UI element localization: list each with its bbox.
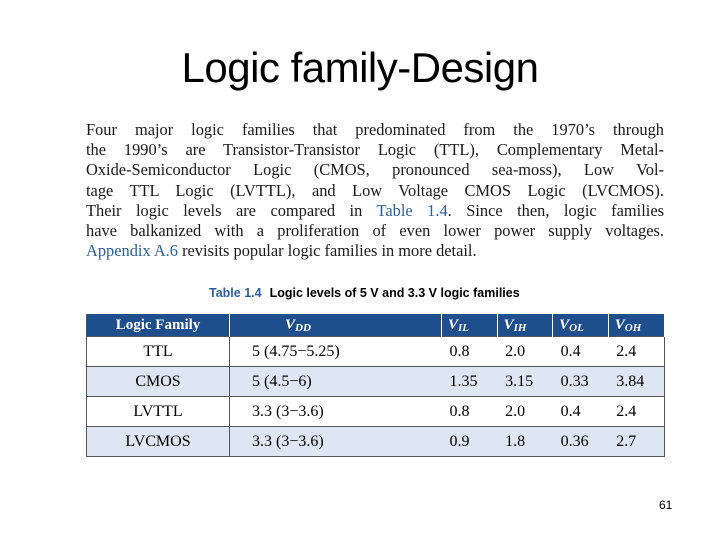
appendix-reference-link[interactable]: Appendix A.6 (86, 241, 178, 261)
cell-vil: 1.35 (442, 367, 498, 397)
header-vih: VIH (497, 314, 553, 337)
paragraph-text: . Since then, logic families (447, 200, 664, 220)
header-vol: VOL (553, 314, 609, 337)
body-paragraph (86, 120, 664, 261)
logic-levels-table (86, 314, 665, 457)
paragraph-line: the 1990’s are Transistor-Transistor Logic (TTL), Complementary Metal- (86, 140, 664, 160)
paragraph-line (86, 241, 664, 261)
header-logic-family: Logic Family (87, 314, 230, 337)
slide-title: Logic family-Design (181, 44, 539, 91)
table-header-row (87, 314, 665, 337)
cell-vol: 0.4 (553, 337, 609, 367)
table-caption-number: Table 1.4 (209, 286, 262, 300)
header-voh: VOH (608, 314, 664, 337)
paragraph-line: Four major logic families that predominated from the 1970’s through (86, 120, 664, 139)
cell-vdd: 5 (4.5−6) (230, 367, 442, 397)
cell-family: TTL (87, 337, 230, 367)
cell-vdd: 3.3 (3−3.6) (230, 427, 442, 457)
paragraph-line: have balkanized with a proliferation of even lower power supply voltages. (86, 221, 664, 241)
page-number: 61 (659, 498, 673, 512)
table-caption-text: Logic levels of 5 V and 3.3 V logic families (269, 286, 520, 300)
cell-vol: 0.4 (553, 397, 609, 427)
cell-vol: 0.33 (553, 367, 609, 397)
cell-voh: 2.4 (608, 397, 664, 427)
paragraph-text: revisits popular logic families in more detail. (182, 241, 477, 261)
cell-family: LVCMOS (87, 427, 230, 457)
cell-vol: 0.36 (553, 427, 609, 457)
cell-voh: 2.7 (608, 427, 664, 457)
paragraph-line: tage TTL Logic (LVTTL), and Low Voltage CMOS Logic (LVCMOS). (86, 180, 664, 200)
header-vil: VIL (442, 314, 498, 337)
cell-family: CMOS (87, 367, 230, 397)
cell-family: LVTTL (87, 397, 230, 427)
cell-vih: 2.0 (497, 337, 553, 367)
cell-vil: 0.8 (442, 397, 498, 427)
table-reference-link[interactable]: Table 1.4 (376, 200, 448, 220)
cell-vdd: 3.3 (3−3.6) (230, 397, 442, 427)
cell-voh: 3.84 (608, 367, 664, 397)
paragraph-text: Their logic levels are compared in (86, 200, 363, 220)
paragraph-line (86, 201, 664, 221)
table-row (87, 337, 665, 367)
paragraph-line: Oxide-Semiconductor Logic (CMOS, pronounced sea-moss), Low Vol- (86, 160, 664, 180)
table-caption (209, 286, 520, 300)
cell-vih: 3.15 (497, 367, 553, 397)
cell-voh: 2.4 (608, 337, 664, 367)
cell-vih: 2.0 (497, 397, 553, 427)
cell-vdd: 5 (4.75−5.25) (230, 337, 442, 367)
cell-vil: 0.9 (442, 427, 498, 457)
table-row (87, 367, 665, 397)
cell-vih: 1.8 (497, 427, 553, 457)
table-row (87, 427, 665, 457)
header-vdd: VDD (230, 314, 442, 337)
table-row (87, 397, 665, 427)
cell-vil: 0.8 (442, 337, 498, 367)
